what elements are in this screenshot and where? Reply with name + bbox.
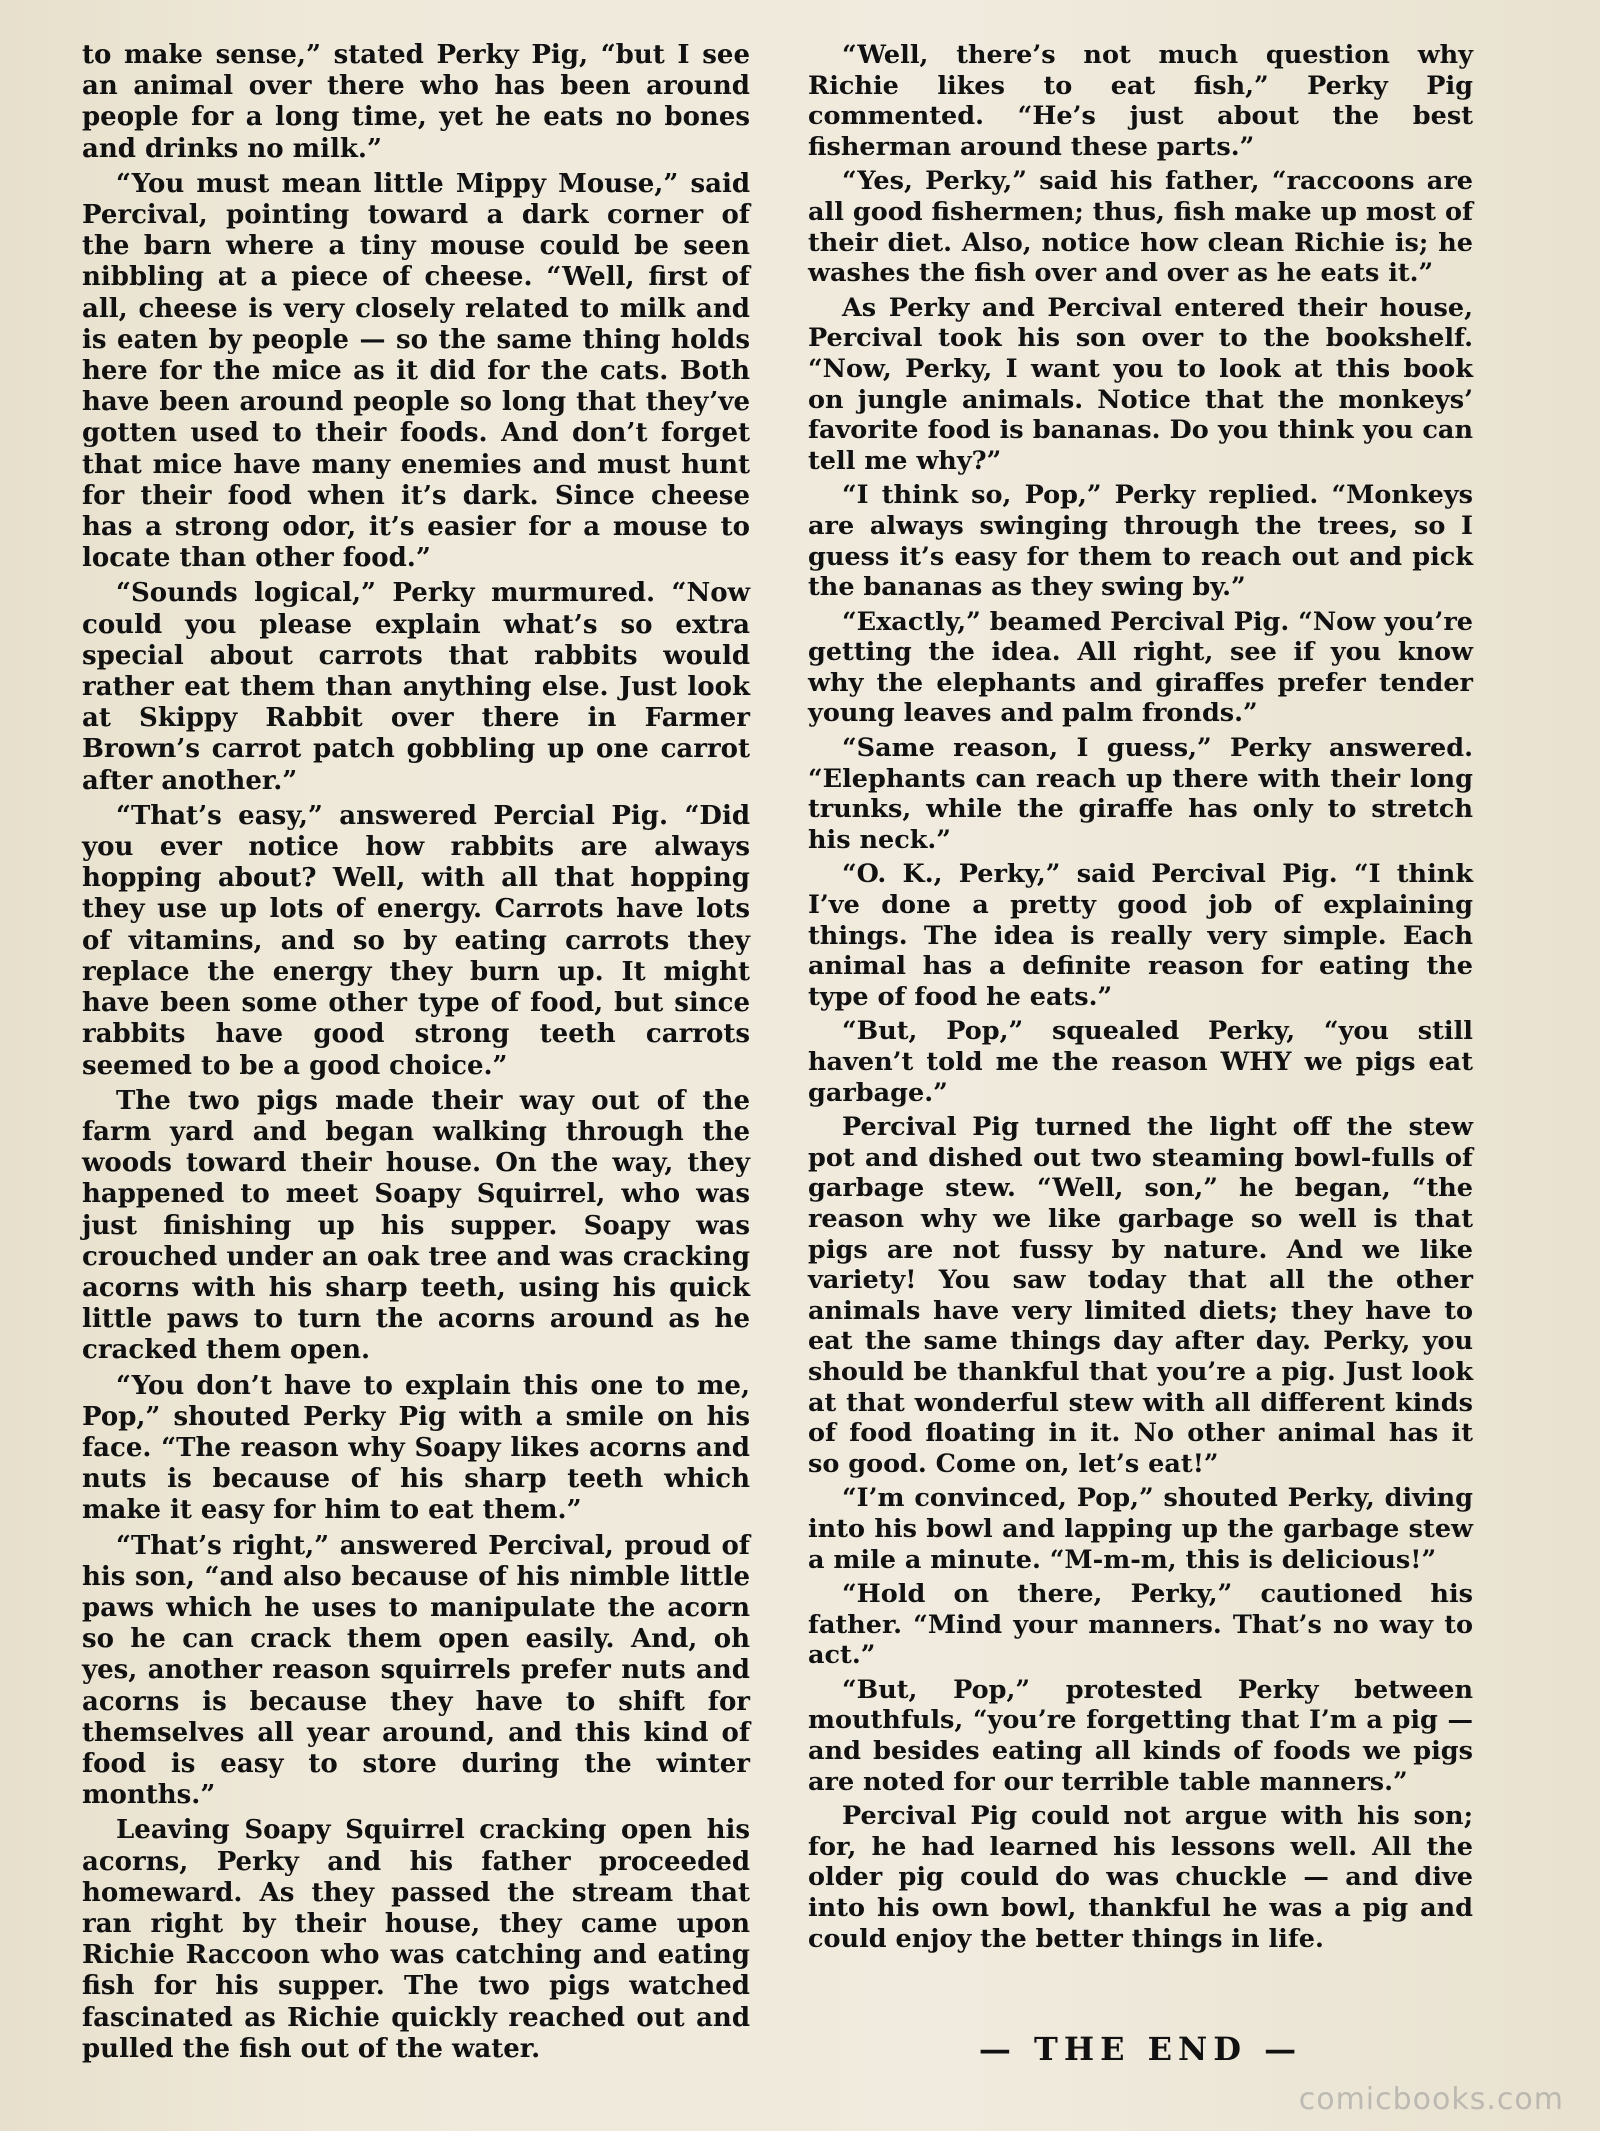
the-end-label: — THE END —: [978, 2030, 1303, 2068]
paragraph: “Well, there’s not much question why Richie likes to eat fish,” Perky Pig commented. “He’s just about the best fisherman around these parts.”: [808, 40, 1473, 162]
right-text-column: [808, 40, 1473, 1958]
paragraph: As Perky and Percival entered their house, Percival took his son over to the bookshelf. “Now, Perky, I want you to look at this book on jungle animals. Notice that the monkeys’ favorite food is bananas. Do you think you can tell me why?”: [808, 292, 1473, 476]
paragraph: Percival Pig turned the light off the stew pot and dished out two steaming bowl-fulls of garbage stew. “Well, son,” he began, “the reason why we like garbage so well is that pigs are not fussy by nature. And we like variety! You saw today that all the other animals have very limited diets; they have to eat the same things day after day. Perky, you should be thankful that you’re a pig. Just look at that wonderful stew with all different kinds of food floating in it. No other animal has it so good. Come on, let’s eat!”: [808, 1112, 1473, 1479]
left-text-column: [82, 40, 750, 2069]
paragraph: “Sounds logical,” Perky murmured. “Now could you please explain what’s so extra special about carrots that rabbits would rather eat them than anything else. Just look at Skippy Rabbit over there in Farmer Brown’s carrot patch gobbling up one carrot after another.”: [82, 578, 750, 796]
paragraph: “Yes, Perky,” said his father, “raccoons are all good fishermen; thus, fish make up most of their diet. Also, notice how clean Richie is; he washes the fish over and over as he eats it.”: [808, 166, 1473, 289]
paragraph: “That’s right,” answered Percival, proud of his son, “and also because of his nimble little paws which he uses to manipulate the acorn so he can crack them open easily. And, oh yes, another reason squirrels prefer nuts and acorns is because they have to shift for themselves all year around, and this kind of food is easy to store during the winter months.”: [82, 1530, 750, 1811]
paragraph: “Exactly,” beamed Percival Pig. “Now you’re getting the idea. All right, see if you know why the elephants and giraffes prefer tender young leaves and palm fronds.”: [808, 606, 1473, 729]
paragraph: Leaving Soapy Squirrel cracking open his acorns, Perky and his father proceeded homeward. As they passed the stream that ran right by their house, they came upon Richie Raccoon who was catching and eating fish for his supper. The two pigs watched fascinated as Richie quickly reached out and pulled the fish out of the water.: [82, 1815, 750, 2064]
paragraph: “That’s easy,” answered Percial Pig. “Did you ever notice how rabbits are always hopping about? Well, with all that hopping they use up lots of energy. Carrots have lots of vitamins, and so by eating carrots they replace the energy they burn up. It might have been some other type of food, but since rabbits have good strong teeth carrots seemed to be a good choice.”: [82, 800, 750, 1081]
paragraph: “But, Pop,” squealed Perky, “you still haven’t told me the reason WHY we pigs eat garbage.”: [808, 1016, 1473, 1108]
paragraph: to make sense,” stated Perky Pig, “but I see an animal over there who has been around people for a long time, yet he eats no bones and drinks no milk.”: [82, 40, 750, 164]
paragraph: “I’m convinced, Pop,” shouted Perky, diving into his bowl and lapping up the garbage stew a mile a minute. “M-m-m, this is delicious!”: [808, 1483, 1473, 1575]
paragraph: “Same reason, I guess,” Perky answered. “Elephants can reach up there with their long trunks, while the giraffe has only to stretch his neck.”: [808, 733, 1473, 855]
paragraph: “O. K., Perky,” said Percival Pig. “I think I’ve done a pretty good job of explaining things. The idea is really very simple. Each animal has a definite reason for eating the type of food he eats.”: [808, 859, 1473, 1012]
paragraph: “Hold on there, Perky,” cautioned his father. “Mind your manners. That’s no way to act.”: [808, 1579, 1473, 1671]
watermark: comicbooks.com: [1298, 2082, 1564, 2117]
paragraph: “You must mean little Mippy Mouse,” said Percival, pointing toward a dark corner of the barn where a tiny mouse could be seen nibbling at a piece of cheese. “Well, first of all, cheese is very closely related to milk and is eaten by people — so the same thing holds here for the mice as it did for the cats. Both have been around people so long that they’ve gotten used to their foods. And don’t forget that mice have many enemies and must hunt for their food when it’s dark. Since cheese has a strong odor, it’s easier for a mouse to locate than other food.”: [82, 168, 750, 574]
paragraph: “You don’t have to explain this one to me, Pop,” shouted Perky Pig with a smile on his face. “The reason why Soapy likes acorns and nuts is because of his sharp teeth which make it easy for him to eat them.”: [82, 1370, 750, 1526]
paragraph: Percival Pig could not argue with his son; for, he had learned his lessons well. All the older pig could do was chuckle — and dive into his own bowl, thankful he was a pig and could enjoy the better things in life.: [808, 1801, 1473, 1954]
paragraph: “I think so, Pop,” Perky replied. “Monkeys are always swinging through the trees, so I guess it’s easy for them to reach out and pick the bananas as they swing by.”: [808, 480, 1473, 603]
paragraph: “But, Pop,” protested Perky between mouthfuls, “you’re forgetting that I’m a pig — and besides eating all kinds of foods we pigs are noted for our terrible table manners.”: [808, 1674, 1473, 1797]
paragraph: The two pigs made their way out of the farm yard and began walking through the woods toward their house. On the way, they happened to meet Soapy Squirrel, who was just finishing up his supper. Soapy was crouched under an oak tree and was cracking acorns with his sharp teeth, using his quick little paws to turn the acorns around as he cracked them open.: [82, 1085, 750, 1366]
